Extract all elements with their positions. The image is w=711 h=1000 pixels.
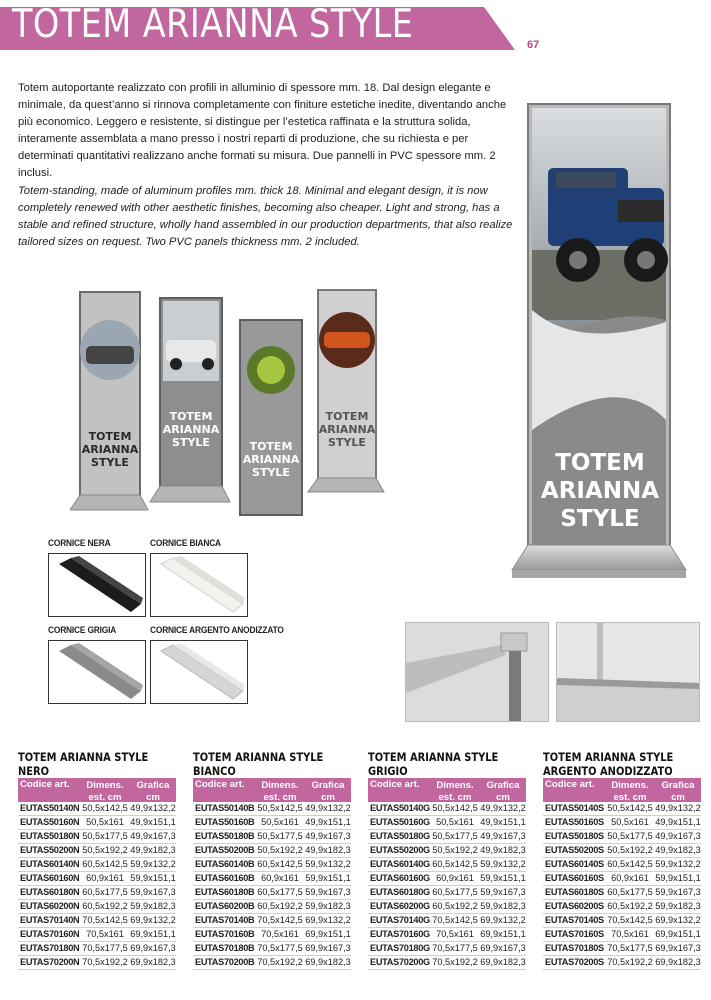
article-code: EUTAS50200N: [20, 845, 80, 855]
graphic-size: 69,9x132,2: [655, 915, 701, 925]
page-number: 67: [527, 39, 540, 51]
graphic-size: 59,9x167,3: [305, 887, 351, 897]
table-row: [368, 956, 526, 970]
article-code: EUTAS60140N: [20, 859, 80, 869]
graphic-size: 69,9x167,3: [130, 943, 176, 953]
table-row: [18, 914, 176, 928]
table-row: [543, 816, 701, 830]
table-row: [543, 942, 701, 956]
table-bianco: [193, 750, 351, 970]
external-dimensions: 70,5x142,5: [82, 915, 128, 925]
article-code: EUTAS60160N: [20, 873, 80, 883]
graphic-size: 49,9x167,3: [305, 831, 351, 841]
external-dimensions: 50,5x177,5: [607, 831, 653, 841]
external-dimensions: 70,5x177,5: [82, 943, 128, 953]
totem-large-image: [508, 100, 688, 590]
external-dimensions: 60,5x192,2: [82, 901, 128, 911]
article-code: EUTAS60140G: [370, 859, 430, 869]
table-row: [368, 802, 526, 816]
totem-3-text-1: TOTEM: [249, 440, 293, 453]
graphic-size: 49,9x151,1: [655, 817, 701, 827]
table-header: Codice art. Dimens. est. cm Grafica cm: [18, 778, 176, 802]
totem-1-text-2: ARIANNA: [81, 443, 139, 456]
totem-1-text-3: STYLE: [91, 456, 129, 469]
table-row: [368, 914, 526, 928]
graphic-size: 69,9x182,3: [305, 957, 351, 967]
table-row: [18, 956, 176, 970]
graphic-size: 69,9x151,1: [480, 929, 526, 939]
article-code: EUTAS70200S: [545, 957, 604, 967]
article-code: EUTAS50180B: [195, 831, 255, 841]
table-row: [193, 956, 351, 970]
article-code: EUTAS50140G: [370, 803, 430, 813]
graphic-size: 59,9x132,2: [130, 859, 176, 869]
article-code: EUTAS70160G: [370, 929, 430, 939]
article-code: EUTAS70200N: [20, 957, 80, 967]
external-dimensions: 50,5x192,2: [82, 845, 128, 855]
table-row: [18, 816, 176, 830]
table-row: [543, 886, 701, 900]
article-code: EUTAS60180G: [370, 887, 430, 897]
table-row: [193, 900, 351, 914]
table-row: [543, 802, 701, 816]
graphic-size: 49,9x167,3: [655, 831, 701, 841]
table-row: [193, 928, 351, 942]
article-code: EUTAS60180S: [545, 887, 604, 897]
external-dimensions: 60,5x142,5: [82, 859, 128, 869]
external-dimensions: 50,5x192,2: [607, 845, 653, 855]
description-italian: Totem autoportante realizzato con profili in alluminio di spessore mm. 18. Dal design elegante e minimale, da quest’anno si rinnova completamente con finiture estetiche inedite, diventando anche più economico. Leggero e resistente, si distingue per l’estetica raffinata e la struttura solida, interamente assemblata a mano presso i nostri reparti di produzione, che su richiesta e per determinati quantitativi realizzano anche formati su misura. Due pannelli in PVC spessore mm. 2 inclusi.: [18, 82, 507, 179]
graphic-size: 69,9x167,3: [655, 943, 701, 953]
article-code: EUTAS70180S: [545, 943, 604, 953]
external-dimensions: 60,9x161: [611, 873, 649, 883]
article-code: EUTAS70160S: [545, 929, 604, 939]
graphic-size: 59,9x151,1: [130, 873, 176, 883]
article-code: EUTAS50160G: [370, 817, 430, 827]
external-dimensions: 70,5x192,2: [82, 957, 128, 967]
table-row: [193, 914, 351, 928]
external-dimensions: 70,5x161: [86, 929, 124, 939]
graphic-size: 59,9x182,3: [480, 901, 526, 911]
table-row: [543, 858, 701, 872]
description-english: Totem-standing, made of aluminum profiles mm. thick 18. Minimal and elegant design, it is now completely renewed with other aesthetic finishes, becoming also cheaper. Light and strong, has a stable and refined structure, wholly hand assembled in our production departments, that also realize tailored sizes on request. Two PVC panels thickness mm. 2 included.: [18, 185, 513, 248]
article-code: EUTAS50180S: [545, 831, 604, 841]
graphic-size: 49,9x167,3: [480, 831, 526, 841]
external-dimensions: 50,5x142,5: [607, 803, 653, 813]
article-code: EUTAS60160B: [195, 873, 255, 883]
large-totem-text-2: ARIANNA: [540, 478, 660, 504]
table-header: Codice art. Dimens. est. cm Grafica cm: [543, 778, 701, 802]
article-code: EUTAS70140S: [545, 915, 604, 925]
totem-4-text-2: ARIANNA: [318, 423, 376, 436]
graphic-size: 59,9x167,3: [480, 887, 526, 897]
article-code: EUTAS70200B: [195, 957, 255, 967]
graphic-size: 59,9x132,2: [480, 859, 526, 869]
table-row: [543, 928, 701, 942]
article-code: EUTAS60180B: [195, 887, 255, 897]
article-code: EUTAS60180N: [20, 887, 80, 897]
table-row: [543, 844, 701, 858]
graphic-size: 49,9x151,1: [305, 817, 351, 827]
external-dimensions: 60,5x177,5: [432, 887, 478, 897]
table-row: [543, 956, 701, 970]
article-code: EUTAS60160S: [545, 873, 604, 883]
external-dimensions: 70,5x192,2: [432, 957, 478, 967]
article-code: EUTAS70200G: [370, 957, 430, 967]
external-dimensions: 70,5x161: [261, 929, 299, 939]
external-dimensions: 70,5x142,5: [432, 915, 478, 925]
external-dimensions: 60,5x142,5: [607, 859, 653, 869]
graphic-size: 59,9x182,3: [655, 901, 701, 911]
article-code: EUTAS60140S: [545, 859, 604, 869]
page-title: TOTEM ARIANNA STYLE: [12, 2, 414, 47]
external-dimensions: 70,5x161: [611, 929, 649, 939]
external-dimensions: 60,9x161: [261, 873, 299, 883]
external-dimensions: 50,5x142,5: [432, 803, 478, 813]
totem-3-text-2: ARIANNA: [242, 453, 300, 466]
graphic-size: 49,9x132,2: [655, 803, 701, 813]
external-dimensions: 60,5x177,5: [82, 887, 128, 897]
graphic-size: 69,9x132,2: [305, 915, 351, 925]
large-totem-text-3: STYLE: [560, 506, 640, 532]
article-code: EUTAS60200S: [545, 901, 604, 911]
article-code: EUTAS70160N: [20, 929, 80, 939]
article-code: EUTAS50160N: [20, 817, 80, 827]
article-code: EUTAS70140B: [195, 915, 255, 925]
article-code: EUTAS50140B: [195, 803, 255, 813]
external-dimensions: 50,5x142,5: [257, 803, 303, 813]
graphic-size: 69,9x151,1: [305, 929, 351, 939]
graphic-size: 59,9x151,1: [655, 873, 701, 883]
totem-3-text-3: STYLE: [252, 466, 290, 479]
table-row: [368, 830, 526, 844]
table-row: [368, 844, 526, 858]
external-dimensions: 50,5x177,5: [432, 831, 478, 841]
table-row: [18, 802, 176, 816]
table-row: [193, 816, 351, 830]
table-row: [18, 858, 176, 872]
external-dimensions: 50,5x192,2: [432, 845, 478, 855]
table-title: TOTEM ARIANNA STYLE ARGENTO ANODIZZATO: [543, 750, 674, 778]
page-header: [0, 0, 515, 50]
external-dimensions: 70,5x177,5: [432, 943, 478, 953]
graphic-size: 59,9x182,3: [305, 901, 351, 911]
graphic-size: 49,9x182,3: [655, 845, 701, 855]
large-totem-text-1: TOTEM: [555, 450, 645, 476]
detail-photo-top: [405, 622, 549, 722]
table-row: [368, 942, 526, 956]
article-code: EUTAS50200B: [195, 845, 255, 855]
graphic-size: 49,9x151,1: [480, 817, 526, 827]
external-dimensions: 60,5x192,2: [432, 901, 478, 911]
external-dimensions: 70,5x142,5: [607, 915, 653, 925]
table-row: [193, 942, 351, 956]
graphic-size: 49,9x132,2: [480, 803, 526, 813]
table-row: [18, 942, 176, 956]
table-row: [543, 872, 701, 886]
article-code: EUTAS70180G: [370, 943, 430, 953]
article-code: EUTAS70140G: [370, 915, 430, 925]
table-row: [543, 830, 701, 844]
article-code: EUTAS50160S: [545, 817, 604, 827]
external-dimensions: 50,5x142,5: [82, 803, 128, 813]
graphic-size: 49,9x132,2: [305, 803, 351, 813]
external-dimensions: 70,5x142,5: [257, 915, 303, 925]
article-code: EUTAS70140N: [20, 915, 80, 925]
table-row: [368, 886, 526, 900]
totem-2-text-3: STYLE: [172, 436, 210, 449]
table-header: Codice art. Dimens. est. cm Grafica cm: [193, 778, 351, 802]
external-dimensions: 60,9x161: [436, 873, 474, 883]
article-code: EUTAS50160B: [195, 817, 255, 827]
article-code: EUTAS50140S: [545, 803, 604, 813]
table-title: TOTEM ARIANNA STYLE NERO: [18, 750, 149, 778]
external-dimensions: 50,5x161: [86, 817, 124, 827]
table-row: [18, 844, 176, 858]
table-row: [193, 830, 351, 844]
external-dimensions: 50,5x177,5: [257, 831, 303, 841]
external-dimensions: 70,5x177,5: [607, 943, 653, 953]
article-code: EUTAS50180G: [370, 831, 430, 841]
external-dimensions: 60,5x177,5: [257, 887, 303, 897]
table-row: [543, 914, 701, 928]
external-dimensions: 70,5x192,2: [257, 957, 303, 967]
graphic-size: 69,9x182,3: [480, 957, 526, 967]
table-row: [193, 858, 351, 872]
article-code: EUTAS50180N: [20, 831, 80, 841]
table-grigio: [368, 750, 526, 970]
external-dimensions: 60,5x192,2: [607, 901, 653, 911]
totem-group-image: [70, 270, 390, 520]
graphic-size: 69,9x182,3: [130, 957, 176, 967]
frame-label-white: CORNICE BIANCA: [150, 538, 221, 549]
table-argento: [543, 750, 701, 970]
external-dimensions: 70,5x177,5: [257, 943, 303, 953]
totem-1-text-1: TOTEM: [88, 430, 132, 443]
graphic-size: 49,9x132,2: [130, 803, 176, 813]
external-dimensions: 70,5x192,2: [607, 957, 653, 967]
article-code: EUTAS70160B: [195, 929, 255, 939]
table-row: [18, 872, 176, 886]
external-dimensions: 60,5x142,5: [257, 859, 303, 869]
article-code: EUTAS70180N: [20, 943, 80, 953]
external-dimensions: 70,5x161: [436, 929, 474, 939]
graphic-size: 69,9x182,3: [655, 957, 701, 967]
graphic-size: 69,9x167,3: [480, 943, 526, 953]
graphic-size: 69,9x151,1: [655, 929, 701, 939]
article-code: EUTAS60160G: [370, 873, 430, 883]
frame-label-grey: CORNICE GRIGIA: [48, 625, 117, 636]
graphic-size: 49,9x182,3: [305, 845, 351, 855]
graphic-size: 59,9x151,1: [480, 873, 526, 883]
table-title: TOTEM ARIANNA STYLE BIANCO: [193, 750, 324, 778]
external-dimensions: 60,5x177,5: [607, 887, 653, 897]
totem-2-text-1: TOTEM: [169, 410, 213, 423]
table-row: [193, 844, 351, 858]
article-code: EUTAS60140B: [195, 859, 255, 869]
table-row: [193, 802, 351, 816]
external-dimensions: 50,5x161: [436, 817, 474, 827]
article-code: EUTAS50200G: [370, 845, 430, 855]
article-code: EUTAS50200S: [545, 845, 604, 855]
graphic-size: 69,9x151,1: [130, 929, 176, 939]
frame-label-silver: CORNICE ARGENTO ANODIZZATO: [150, 625, 284, 636]
frame-swatch-silver: [150, 640, 248, 704]
article-code: EUTAS60200G: [370, 901, 430, 911]
graphic-size: 69,9x132,2: [480, 915, 526, 925]
totem-2-text-2: ARIANNA: [162, 423, 220, 436]
graphic-size: 59,9x167,3: [655, 887, 701, 897]
frame-swatch-grey: [48, 640, 146, 704]
graphic-size: 49,9x151,1: [130, 817, 176, 827]
external-dimensions: 60,9x161: [86, 873, 124, 883]
table-row: [543, 900, 701, 914]
table-row: [193, 886, 351, 900]
graphic-size: 59,9x151,1: [305, 873, 351, 883]
article-code: EUTAS60200B: [195, 901, 255, 911]
table-header: Codice art. Dimens. est. cm Grafica cm: [368, 778, 526, 802]
external-dimensions: 50,5x161: [261, 817, 299, 827]
external-dimensions: 50,5x177,5: [82, 831, 128, 841]
table-row: [193, 872, 351, 886]
graphic-size: 49,9x182,3: [130, 845, 176, 855]
table-row: [368, 858, 526, 872]
table-title: TOTEM ARIANNA STYLE GRIGIO: [368, 750, 499, 778]
table-row: [368, 816, 526, 830]
table-row: [368, 900, 526, 914]
table-row: [18, 830, 176, 844]
external-dimensions: 50,5x161: [611, 817, 649, 827]
frame-swatch-white: [150, 553, 248, 617]
external-dimensions: 50,5x192,2: [257, 845, 303, 855]
graphic-size: 69,9x167,3: [305, 943, 351, 953]
totem-4-text-3: STYLE: [328, 436, 366, 449]
graphic-size: 49,9x167,3: [130, 831, 176, 841]
graphic-size: 59,9x182,3: [130, 901, 176, 911]
graphic-size: 59,9x132,2: [655, 859, 701, 869]
frame-swatch-black: [48, 553, 146, 617]
table-row: [368, 928, 526, 942]
table-row: [18, 900, 176, 914]
graphic-size: 59,9x132,2: [305, 859, 351, 869]
graphic-size: 49,9x182,3: [480, 845, 526, 855]
frame-label-black: CORNICE NERA: [48, 538, 111, 549]
article-code: EUTAS70180B: [195, 943, 255, 953]
table-row: [18, 928, 176, 942]
graphic-size: 59,9x167,3: [130, 887, 176, 897]
graphic-size: 69,9x132,2: [130, 915, 176, 925]
article-code: EUTAS50140N: [20, 803, 80, 813]
detail-photo-base: [556, 622, 700, 722]
external-dimensions: 60,5x142,5: [432, 859, 478, 869]
article-code: EUTAS60200N: [20, 901, 80, 911]
table-row: [368, 872, 526, 886]
external-dimensions: 60,5x192,2: [257, 901, 303, 911]
table-row: [18, 886, 176, 900]
table-nero: [18, 750, 176, 970]
totem-4-text-1: TOTEM: [325, 410, 369, 423]
